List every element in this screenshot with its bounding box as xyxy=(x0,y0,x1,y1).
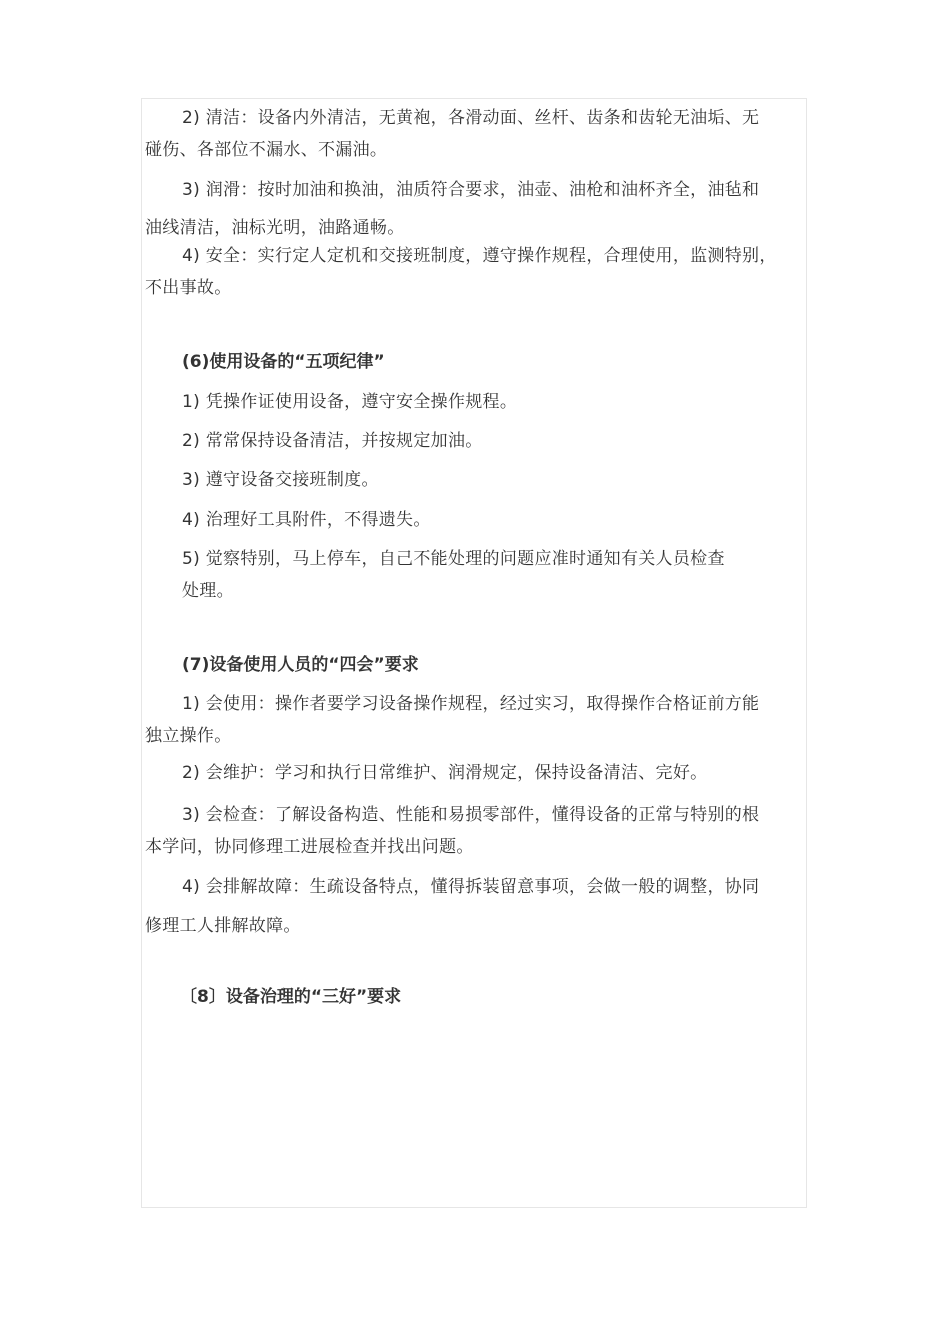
paragraph-line: 3) 会检查：了解设备构造、性能和易损零部件，懂得设备的正常与特别的根 xyxy=(182,805,760,825)
list-item-text: 4) 治理好工具附件，不得遗失。 xyxy=(182,510,431,530)
paragraph-line: 修理工人排解故障。 xyxy=(145,916,301,936)
paragraph-troubleshoot xyxy=(145,868,817,946)
list-item-text: 1) 凭操作证使用设备，遵守安全操作规程。 xyxy=(182,392,518,412)
section-heading-7: (7)设备使用人员的“四会”要求 xyxy=(182,655,419,675)
paragraph-line: 2) 清洁：设备内外清洁，无黄袍，各滑动面、丝杆、齿条和齿轮无油垢、无 xyxy=(182,108,760,128)
paragraph-line: 碰伤、各部位不漏水、不漏油。 xyxy=(145,140,388,160)
paragraph-use xyxy=(145,688,817,752)
paragraph-line: 2) 会维护：学习和执行日常维护、润滑规定，保持设备清洁、完好。 xyxy=(182,763,708,783)
paragraph-line: 油线清洁，油标光明，油路通畅。 xyxy=(145,218,405,238)
list-item xyxy=(145,504,817,536)
paragraph-safety xyxy=(145,240,817,304)
list-item-text: 2) 常常保持设备清洁，并按规定加油。 xyxy=(182,431,483,451)
list-item xyxy=(145,386,817,418)
paragraph-line: 本学问，协同修理工进展检查并找出问题。 xyxy=(145,837,474,857)
list-item xyxy=(145,543,817,607)
paragraph-maintain xyxy=(145,757,817,789)
paragraph-line: 4) 会排解故障：生疏设备特点，懂得拆装留意事项，会做一般的调整，协同 xyxy=(182,877,760,897)
paragraph-inspect xyxy=(145,799,817,863)
list-item xyxy=(145,464,817,496)
paragraph-line: 1) 会使用：操作者要学习设备操作规程，经过实习，取得操作合格证前方能 xyxy=(182,694,760,714)
list-item-text: 处理。 xyxy=(182,581,234,601)
paragraph-line: 独立操作。 xyxy=(145,726,232,746)
paragraph-lubrication xyxy=(145,171,817,247)
section-heading-6: (6)使用设备的“五项纪律” xyxy=(182,352,385,372)
section-heading-8: 〔8〕设备治理的“三好”要求 xyxy=(180,987,402,1007)
list-item-text: 5) 觉察特别，马上停车，自己不能处理的问题应准时通知有关人员检查 xyxy=(182,549,725,569)
paragraph-line: 不出事故。 xyxy=(145,278,232,298)
paragraph-cleaning xyxy=(145,102,817,166)
list-item-text: 3) 遵守设备交接班制度。 xyxy=(182,470,379,490)
paragraph-line: 4) 安全：实行定人定机和交接班制度，遵守操作规程，合理使用，监测特别， xyxy=(182,246,777,266)
paragraph-line: 3) 润滑：按时加油和换油，油质符合要求，油壶、油枪和油杯齐全，油毡和 xyxy=(182,180,760,200)
list-item xyxy=(145,425,817,457)
